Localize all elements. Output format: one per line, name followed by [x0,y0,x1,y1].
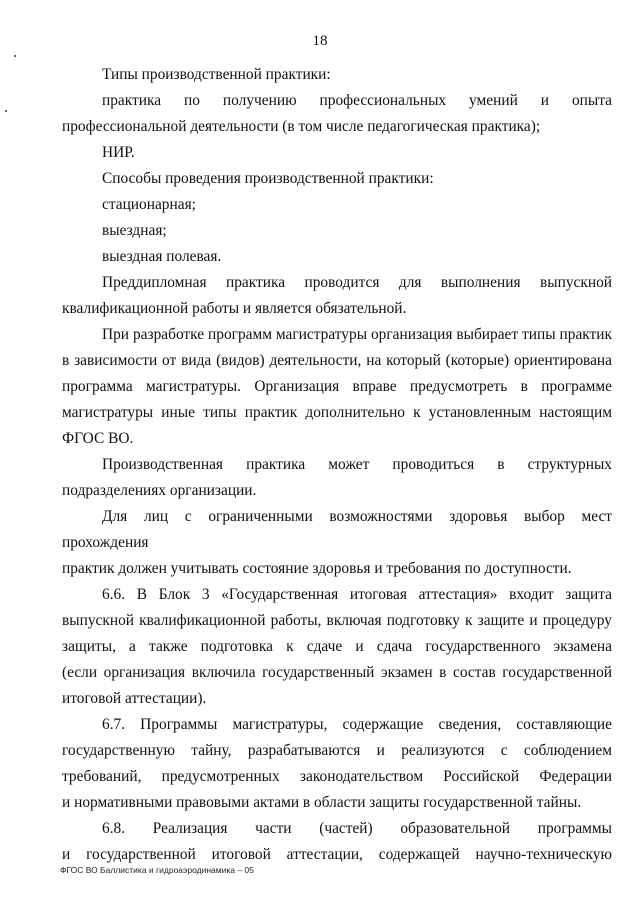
paragraph [62,582,612,712]
text-line: в зависимости от вида (видов) деятельности, на который (которые) ориентирована [62,352,612,369]
text-line: 6.6. В Блок 3 «Государственная итоговая аттестация» входит защита [102,586,612,603]
scan-speck [5,110,7,112]
text-line: практик должен учитывать состояние здоровья и требования по доступности. [62,560,572,577]
paragraph [62,244,612,270]
text-line: (если организация включила государственный экзамен в состав государственной [62,664,612,681]
text-line: НИР. [102,144,135,161]
text-line: защиты, а также подготовка к сдаче и сдача государственного экзамена [62,638,612,655]
text-line: Способы проведения производственной практики: [102,170,434,187]
paragraph [62,712,612,816]
text-line: и государственной итоговой аттестации, содержащей научно-техническую [62,846,612,863]
paragraph [62,140,612,166]
paragraph [62,88,612,140]
text-line: Типы производственной практики: [102,66,331,83]
text-line: программа магистратуры. Организация вправе предусмотреть в программе [62,378,612,395]
page-number: 18 [312,33,328,49]
paragraph [62,452,612,504]
text-line: магистратуры иные типы практик дополнительно к установленным настоящим [62,404,612,421]
paragraph [62,322,612,452]
document-body [62,62,612,868]
paragraph [62,816,612,868]
text-line: Преддипломная практика проводится для выполнения выпускной [102,274,612,291]
text-line: Производственная практика может проводиться в структурных [102,456,612,473]
text-line: выпускной квалификационной работы, включая подготовку к защите и процедуру [62,612,612,629]
text-line: и нормативными правовыми актами в области защиты государственной тайны. [62,794,582,811]
scan-speck [14,55,16,57]
text-line: ФГОС ВО. [62,430,134,447]
text-line: государственную тайну, разрабатываются и реализуются с соблюдением [62,742,612,759]
paragraph [62,192,612,218]
paragraph [62,270,612,322]
text-line: требований, предусмотренных законодательством Российской Федерации [62,768,612,785]
text-line: профессиональной деятельности (в том числе педагогическая практика); [62,118,541,135]
text-line: стационарная; [102,196,196,213]
text-line: подразделениях организации. [62,482,257,499]
paragraph [62,166,612,192]
text-line: выездная; [102,222,167,239]
text-line: Для лиц с ограниченными возможностями здоровья выбор мест прохождения [62,508,612,551]
text-line: выездная полевая. [102,248,222,265]
paragraph [62,504,612,582]
paragraph [62,62,612,88]
text-line: 6.8. Реализация части (частей) образовательной программы [102,820,612,837]
text-line: итоговой аттестации). [62,690,207,707]
text-line: квалификационной работы и является обязательной. [62,300,407,317]
text-line: практика по получению профессиональных умений и опыта [102,92,612,109]
paragraph [62,218,612,244]
text-line: При разработке программ магистратуры организация выбирает типы практик [102,326,612,343]
page-footer: ФГОС ВО Баллистика и гидроаэродинамика – 05 [60,865,254,875]
text-line: 6.7. Программы магистратуры, содержащие сведения, составляющие [102,716,612,733]
